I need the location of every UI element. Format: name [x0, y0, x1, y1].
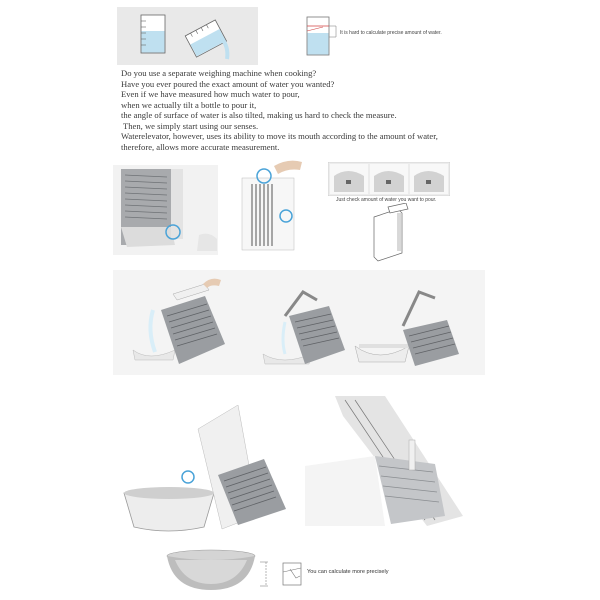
pour-sequence-strip — [328, 162, 450, 196]
text-line: Even if we have measured how much water to pour, — [121, 89, 300, 100]
top-caption: It is hard to calculate precise amount of water. — [340, 30, 442, 36]
pouring-steps-row — [113, 270, 485, 375]
device-with-bowl-photo — [118, 405, 293, 533]
text-line: Then, we simply start using our senses. — [121, 120, 259, 131]
beaker-pour-illustration — [117, 7, 258, 65]
bowl-photo — [165, 548, 261, 594]
text-line: the angle of surface of water is also tilted, making us hard to check the measure. — [121, 110, 397, 121]
small-beaker-icon — [280, 560, 304, 588]
text-line: Do you use a separate weighing machine when cooking? — [121, 68, 317, 78]
device-outline-diagram — [368, 203, 412, 263]
text-line: therefore, allows more accurate measurement. — [121, 141, 280, 152]
text-line: Waterelevator, however, uses its ability to move its mouth according to the amount of water, — [121, 131, 438, 141]
strip-caption: Just check amount of water you want to pour. — [336, 197, 437, 203]
measurement-bracket — [258, 560, 272, 588]
device-side-view-photo — [113, 165, 218, 255]
text-line: when we actually tilt a bottle to pour it, — [121, 99, 257, 110]
text-line: Have you ever poured the exact amount of water you wanted? — [121, 78, 335, 89]
device-closeup-photo — [305, 396, 475, 526]
top-illustration-panel — [117, 7, 258, 65]
measuring-beaker-diagram — [303, 13, 337, 63]
device-front-view-photo — [230, 158, 310, 256]
pouring-steps-illustration — [113, 270, 485, 375]
solution-paragraph — [121, 131, 521, 152]
bottom-caption: You can calculate more precisely — [307, 569, 389, 575]
intro-paragraph — [121, 68, 521, 132]
